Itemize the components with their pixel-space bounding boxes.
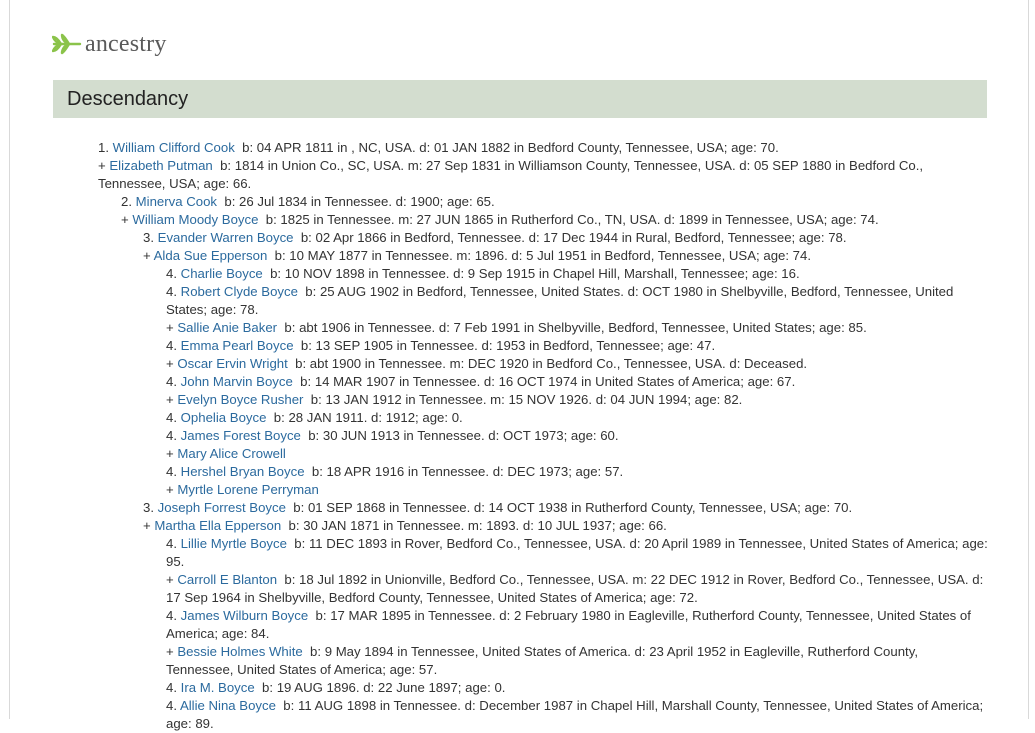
descendant-entry [98, 481, 988, 499]
descendant-entry [98, 697, 988, 733]
person-details: b: 13 JAN 1912 in Tennessee. m: 15 NOV 1926. d: 04 JUN 1994; age: 82. [303, 392, 743, 407]
descendant-entry [98, 247, 988, 265]
person-name-link[interactable]: John Marvin Boyce [180, 374, 293, 389]
descendant-entry [98, 229, 988, 247]
ancestry-leaf-icon [52, 31, 82, 57]
person-details: b: 10 NOV 1898 in Tennessee. d: 9 Sep 1915 in Chapel Hill, Marshall, Tennessee; age: 16. [262, 266, 800, 281]
entry-prefix: + [143, 518, 155, 533]
entry-prefix: 4. [166, 428, 181, 443]
descendant-entry [98, 427, 988, 445]
descendant-entry [98, 463, 988, 481]
person-name-link[interactable]: Evelyn Boyce Rusher [177, 392, 304, 407]
entry-prefix: + [121, 212, 133, 227]
person-details: b: 19 AUG 1896. d: 22 June 1897; age: 0. [254, 680, 506, 695]
entry-prefix: + [166, 572, 178, 587]
person-details: b: 18 Jul 1892 in Unionville, Bedford Co., Tennessee, USA. m: 22 DEC 1912 in Rover, Bedford Co., Tennessee, USA. d: 17 Sep 1964 in Shelbyville, Bedford County, Tennessee, United States of America; age: 72. [166, 572, 987, 605]
entry-prefix: + [166, 644, 178, 659]
section-title: Descendancy [67, 88, 189, 110]
descendant-entry [98, 283, 988, 319]
entry-prefix: 1. [98, 140, 113, 155]
person-details: b: 17 MAR 1895 in Tennessee. d: 2 February 1980 in Eagleville, Rutherford County, Tennessee, United States of America; age: 84. [166, 608, 974, 641]
person-details: b: 01 SEP 1868 in Tennessee. d: 14 OCT 1938 in Rutherford County, Tennessee, USA; age: 70. [285, 500, 853, 515]
descendant-entry [98, 679, 988, 697]
entry-prefix: + [143, 248, 154, 263]
descendant-entry [98, 445, 988, 463]
entry-prefix: 4. [166, 410, 181, 425]
person-name-link[interactable]: Sallie Anie Baker [177, 320, 278, 335]
descendancy-list [98, 139, 992, 733]
entry-prefix: 4. [166, 608, 181, 623]
person-name-link[interactable]: William Clifford Cook [112, 140, 235, 155]
section-header [53, 80, 987, 118]
person-name-link[interactable]: Allie Nina Boyce [179, 698, 276, 713]
person-name-link[interactable]: Lillie Myrtle Boyce [180, 536, 287, 551]
person-name-link[interactable]: Emma Pearl Boyce [180, 338, 294, 353]
entry-prefix: 3. [143, 230, 158, 245]
person-name-link[interactable]: Ira M. Boyce [180, 680, 255, 695]
entry-prefix: 4. [166, 698, 180, 713]
logo-text: ancestry [85, 31, 167, 57]
entry-prefix: 2. [121, 194, 136, 209]
person-name-link[interactable]: Bessie Holmes White [177, 644, 303, 659]
person-details: b: 1814 in Union Co., SC, USA. m: 27 Sep 1831 in Williamson County, Tennessee, USA. d: 05 SEP 1880 in Bedford Co., Tennessee, USA; age: 66. [98, 158, 927, 191]
descendant-entry [98, 499, 988, 517]
person-details: b: 13 SEP 1905 in Tennessee. d: 1953 in Bedford, Tennessee; age: 47. [293, 338, 716, 353]
person-name-link[interactable]: Oscar Ervin Wright [177, 356, 288, 371]
person-name-link[interactable]: James Wilburn Boyce [180, 608, 309, 623]
person-details: b: 25 AUG 1902 in Bedford, Tennessee, United States. d: OCT 1980 in Shelbyville, Bedford, Tennessee, United States; age: 78. [166, 284, 958, 317]
person-details: b: 26 Jul 1834 in Tennessee. d: 1900; age: 65. [217, 194, 495, 209]
person-details: b: 9 May 1894 in Tennessee, United States of America. d: 23 April 1952 in Eagleville, Rutherford County, Tennessee, United States of America; age: 57. [166, 644, 922, 677]
person-name-link[interactable]: Mary Alice Crowell [177, 446, 286, 461]
person-details: b: 11 DEC 1893 in Rover, Bedford Co., Tennessee, USA. d: 20 April 1989 in Tennessee, United States of America; age: 95. [166, 536, 992, 569]
entry-prefix: 3. [143, 500, 158, 515]
person-details: b: abt 1900 in Tennessee. m: DEC 1920 in Bedford Co., Tennessee, USA. d: Deceased. [287, 356, 808, 371]
entry-prefix: + [166, 392, 178, 407]
descendant-entry [98, 355, 988, 373]
person-name-link[interactable]: Myrtle Lorene Perryman [177, 482, 319, 497]
person-details: b: 11 AUG 1898 in Tennessee. d: December 1987 in Chapel Hill, Marshall County, Tennessee, United States of America; age: 89. [166, 698, 987, 731]
person-details: b: 14 MAR 1907 in Tennessee. d: 16 OCT 1974 in United States of America; age: 67. [292, 374, 796, 389]
person-details: b: 10 MAY 1877 in Tennessee. m: 1896. d: 5 Jul 1951 in Bedford, Tennessee, USA; age: 74. [267, 248, 812, 263]
entry-prefix: 4. [166, 374, 181, 389]
person-name-link[interactable]: Elizabeth Putman [109, 158, 213, 173]
descendant-entry [98, 643, 988, 679]
person-details: b: 02 Apr 1866 in Bedford, Tennessee. d: 17 Dec 1944 in Rural, Bedford, Tennessee; age: 78. [293, 230, 847, 245]
person-name-link[interactable]: Evander Warren Boyce [157, 230, 294, 245]
person-name-link[interactable]: William Moody Boyce [132, 212, 259, 227]
descendant-entry [98, 157, 988, 193]
person-name-link[interactable]: Ophelia Boyce [180, 410, 267, 425]
person-details: b: abt 1906 in Tennessee. d: 7 Feb 1991 in Shelbyville, Bedford, Tennessee, United States; age: 85. [277, 320, 867, 335]
person-name-link[interactable]: Charlie Boyce [180, 266, 263, 281]
descendant-entry [98, 211, 988, 229]
entry-prefix: 4. [166, 338, 181, 353]
entry-prefix: + [166, 356, 178, 371]
person-name-link[interactable]: James Forest Boyce [180, 428, 301, 443]
descendant-entry [98, 517, 988, 535]
descendant-entry [98, 265, 988, 283]
person-details: b: 04 APR 1811 in , NC, USA. d: 01 JAN 1882 in Bedford County, Tennessee, USA; age: 70. [234, 140, 779, 155]
entry-prefix: 4. [166, 284, 181, 299]
descendant-entry [98, 607, 988, 643]
person-name-link[interactable]: Alda Sue Epperson [153, 248, 268, 263]
descendant-entry [98, 337, 988, 355]
person-name-link[interactable]: Carroll E Blanton [177, 572, 278, 587]
entry-prefix: + [166, 320, 178, 335]
person-name-link[interactable]: Martha Ella Epperson [154, 518, 282, 533]
person-details: b: 18 APR 1916 in Tennessee. d: DEC 1973; age: 57. [304, 464, 624, 479]
ancestry-logo[interactable] [52, 30, 167, 58]
entry-prefix: + [166, 446, 178, 461]
descendant-entry [98, 319, 988, 337]
entry-prefix: + [98, 158, 110, 173]
person-name-link[interactable]: Robert Clyde Boyce [180, 284, 298, 299]
descendant-entry [98, 139, 988, 157]
descendant-entry [98, 535, 992, 571]
person-details: b: 30 JAN 1871 in Tennessee. m: 1893. d: 10 JUL 1937; age: 66. [281, 518, 667, 533]
descendant-entry [98, 373, 988, 391]
person-details: b: 1825 in Tennessee. m: 27 JUN 1865 in Rutherford Co., TN, USA. d: 1899 in Tennessee, USA; age: 74. [258, 212, 879, 227]
entry-prefix: + [166, 482, 178, 497]
descendant-entry [98, 193, 988, 211]
entry-prefix: 4. [166, 464, 181, 479]
descendant-entry [98, 571, 988, 607]
person-name-link[interactable]: Joseph Forrest Boyce [157, 500, 286, 515]
entry-prefix: 4. [166, 266, 181, 281]
person-details: b: 30 JUN 1913 in Tennessee. d: OCT 1973; age: 60. [300, 428, 619, 443]
entry-prefix: 4. [166, 680, 181, 695]
person-name-link[interactable]: Minerva Cook [135, 194, 218, 209]
descendant-entry [98, 409, 988, 427]
person-details: b: 28 JAN 1911. d: 1912; age: 0. [266, 410, 463, 425]
person-name-link[interactable]: Hershel Bryan Boyce [180, 464, 305, 479]
descendant-entry [98, 391, 988, 409]
entry-prefix: 4. [166, 536, 181, 551]
